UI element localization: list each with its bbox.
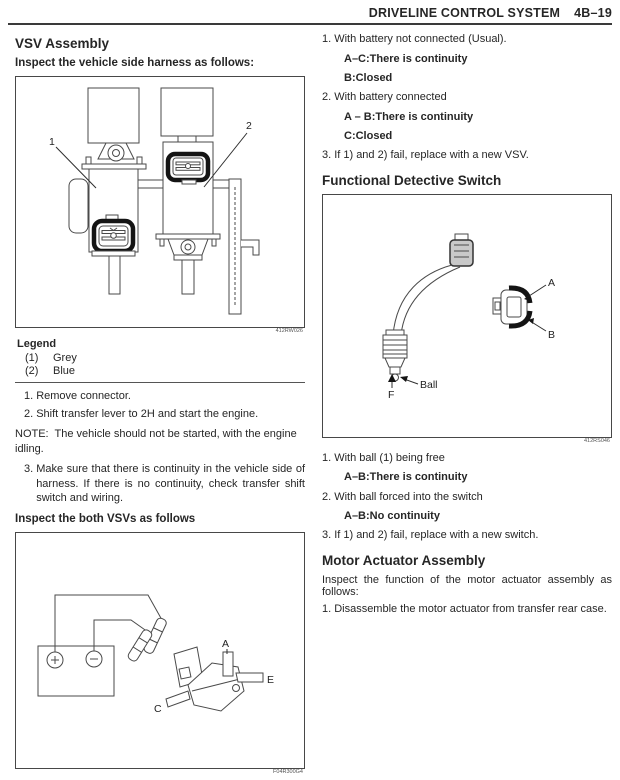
legend-item: (2) Blue (25, 365, 76, 377)
step-1: 1. With battery not connected (Usual). (322, 33, 507, 45)
motor-steps (322, 602, 612, 617)
mounting-bracket-drawing (229, 179, 259, 314)
divider (15, 382, 305, 383)
harness-step-3 (15, 462, 305, 506)
motor-intro: Inspect the function of the motor actuator assembly as follows: (322, 573, 612, 598)
left-vsv-drawing (69, 88, 146, 294)
section-heading-vsv-assembly: VSV Assembly (15, 36, 110, 51)
step-2: 2. With ball forced into the switch (322, 490, 483, 503)
harness-steps (15, 389, 305, 421)
figure-vsv-assembly (15, 76, 305, 328)
page-header (8, 6, 612, 25)
figure-code: 412RS046 (584, 437, 610, 444)
step-2: 2. With battery connected (322, 91, 447, 104)
terminal-b-label: B (548, 328, 556, 341)
step-3: 3. If 1) and 2) fail, replace with a new switch. (322, 529, 539, 542)
figure-code: F04R300G4 (273, 768, 303, 775)
step-1: 1. With ball (1) being free (322, 451, 445, 464)
battery-drawing (38, 646, 114, 696)
test-result: A – B:There is continuity (344, 110, 474, 123)
figure-detective-switch (322, 194, 612, 438)
figure-code: 412RW026 (275, 328, 303, 334)
test-result: A–B:There is continuity (344, 471, 468, 484)
test-result: A–C:There is continuity (344, 52, 468, 65)
step-1: 1. Remove connector. (24, 390, 131, 402)
detective-switch-drawing (323, 195, 611, 437)
section-heading-functional-detective-switch: Functional Detective Switch (322, 172, 502, 188)
legend-title: Legend (17, 338, 57, 350)
legend (17, 338, 305, 377)
vsv-test-drawing (16, 533, 304, 768)
switch-connector-drawing (493, 288, 530, 326)
vsv-under-test-drawing (166, 647, 263, 711)
note: NOTE: The vehicle should not be started, with the engine idling. (15, 428, 297, 455)
legend-item: (1) Grey (25, 352, 77, 364)
f-label: F (388, 388, 395, 401)
page-number: 4B–19 (574, 6, 612, 20)
figure-vsv-test (15, 532, 305, 769)
callout-2: 2 (246, 120, 252, 132)
switch-drawing (383, 234, 473, 381)
port-a-label: A (222, 637, 230, 650)
port-c-label: C (154, 702, 162, 715)
step-1: 1. Disassemble the motor actuator from transfer rear case. (322, 602, 607, 615)
section-heading-motor-actuator: Motor Actuator Assembly (322, 552, 486, 568)
left-column (15, 29, 305, 776)
test-result: C:Closed (344, 129, 393, 142)
test-result: A–B:No continuity (344, 510, 440, 523)
callout-1: 1 (49, 136, 55, 148)
right-vsv-drawing (156, 88, 220, 294)
terminal-a-label: A (548, 276, 556, 289)
vsv-test-subheading: Inspect the both VSVs as follows (15, 512, 196, 525)
switch-test-steps (322, 451, 612, 543)
ball-label: Ball (420, 378, 438, 391)
step-2: 2. Shift transfer lever to 2H and start the engine. (24, 407, 259, 420)
port-e-label: E (267, 673, 275, 686)
vsv-assembly-drawing (16, 77, 304, 327)
header-title: DRIVELINE CONTROL SYSTEM (368, 6, 561, 20)
right-column (322, 29, 612, 776)
step-3: 3. If 1) and 2) fail, replace with a new VSV. (322, 149, 529, 162)
step-3: 3. Make sure that there is continuity in the vehicle side of harness. If there is no continuity, check transfer shift switch and wiring. (24, 463, 305, 505)
test-result: B:Closed (344, 71, 393, 84)
vsv-test-steps (322, 32, 612, 163)
vsv-intro: Inspect the vehicle side harness as follows: (15, 57, 255, 69)
